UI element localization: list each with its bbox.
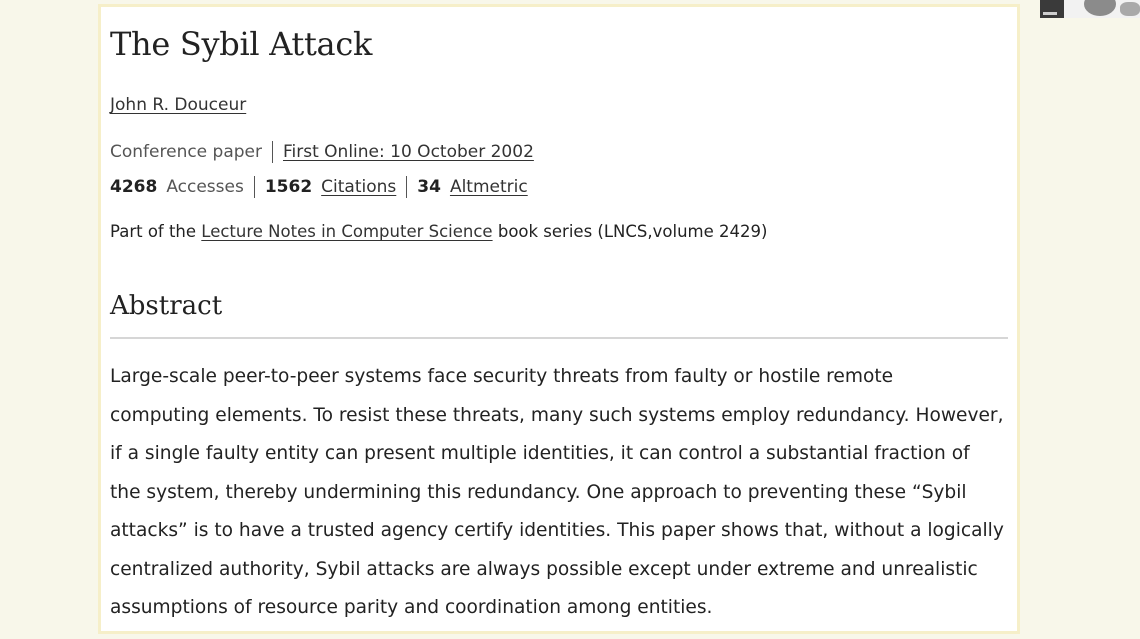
divider bbox=[254, 176, 255, 198]
series-prefix: Part of the bbox=[110, 222, 197, 241]
accesses-count: 4268 bbox=[110, 177, 158, 197]
author-link[interactable]: John R. Douceur bbox=[110, 95, 247, 115]
participant-tile bbox=[1040, 0, 1064, 18]
abstract-line: Large-scale peer-to-peer systems face security threats from faulty or hostile remote bbox=[110, 366, 894, 387]
abstract-text bbox=[110, 358, 1015, 628]
video-participant-thumbnail bbox=[1040, 0, 1140, 18]
paper-title: The Sybil Attack bbox=[110, 25, 373, 63]
abstract-line: centralized authority, Sybil attacks are always possible except under extreme and unrealistic bbox=[110, 558, 978, 580]
participant-video bbox=[1120, 2, 1140, 16]
divider bbox=[272, 141, 273, 163]
citations-count: 1562 bbox=[264, 177, 313, 197]
first-online-link[interactable]: First Online: 10 October 2002 bbox=[283, 142, 534, 162]
abstract-line: attacks” is to have a trusted agency certify identities. This paper shows that, without a logically bbox=[110, 520, 1004, 541]
section-divider bbox=[110, 337, 1008, 339]
paper-card bbox=[98, 4, 1020, 634]
abstract-line: computing elements. To resist these threats, many such systems employ redundancy. However, bbox=[110, 404, 1004, 426]
book-series-line bbox=[110, 222, 767, 241]
altmetric-count: 34 bbox=[417, 177, 441, 197]
series-suffix: book series (LNCS,volume 2429) bbox=[497, 222, 768, 241]
abstract-line: if a single faulty entity can present multiple identities, it can control a substantial fraction of bbox=[110, 443, 970, 464]
metrics-row bbox=[110, 176, 528, 198]
participant-video bbox=[1084, 0, 1116, 16]
participant-name-tag bbox=[1043, 12, 1057, 15]
abstract-line: assumptions of resource parity and coordination among entities. bbox=[110, 597, 713, 618]
publication-info-row bbox=[110, 141, 534, 163]
divider bbox=[406, 176, 407, 198]
paper-type: Conference paper bbox=[110, 142, 262, 162]
citations-link[interactable]: Citations bbox=[321, 177, 397, 197]
altmetric-link[interactable]: Altmetric bbox=[449, 177, 528, 197]
series-link[interactable]: Lecture Notes in Computer Science bbox=[201, 222, 493, 241]
abstract-line: the system, thereby undermining this redundancy. One approach to preventing these “Sybil bbox=[110, 481, 967, 503]
abstract-heading: Abstract bbox=[110, 291, 223, 321]
accesses-label: Accesses bbox=[166, 177, 244, 197]
